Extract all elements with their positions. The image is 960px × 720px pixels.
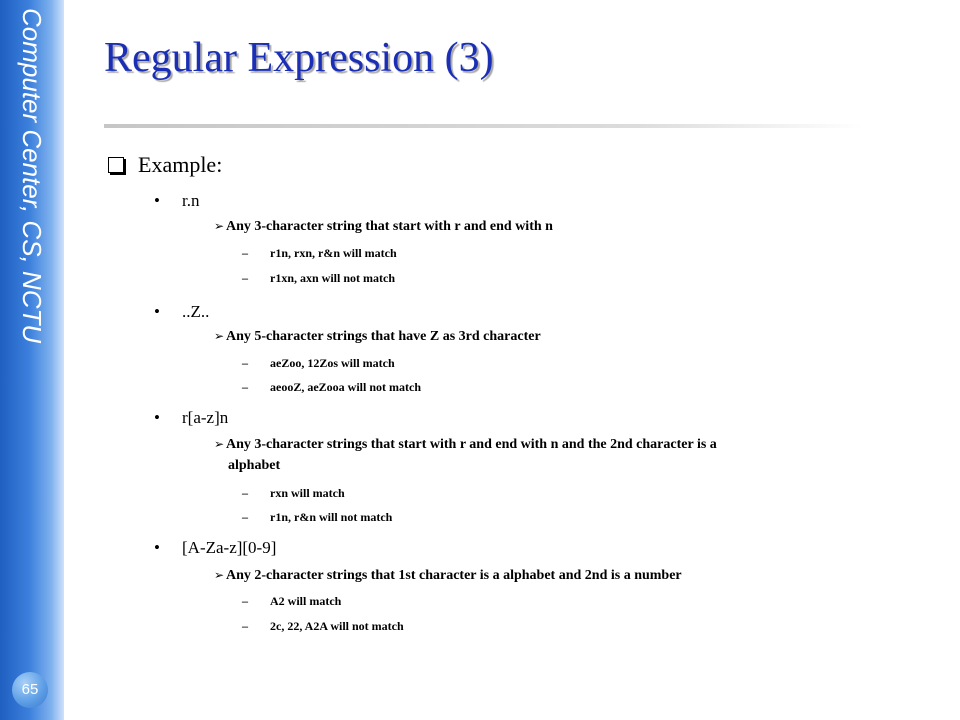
dash-bullet-icon: – [242, 486, 248, 500]
example-description-item [214, 329, 541, 345]
example-pattern: r.n [182, 191, 200, 210]
example-match: A2 will match [270, 594, 342, 608]
example-nomatch: r1xn, axn will not match [270, 271, 396, 285]
example-description-item [214, 219, 553, 235]
example-nomatch-item [242, 510, 392, 525]
section-heading [108, 152, 222, 178]
bullet-icon: • [154, 538, 160, 557]
example-match-item [242, 486, 345, 501]
dash-bullet-icon: – [242, 510, 248, 524]
example-pattern: r[a-z]n [182, 408, 229, 427]
dash-bullet-icon: – [242, 380, 248, 394]
page-number-badge: 65 [12, 672, 48, 708]
example-match: rxn will match [270, 486, 345, 500]
example-description: Any 2-character strings that 1st character is a alphabet and 2nd is a number [226, 568, 682, 583]
example-nomatch-item [242, 619, 404, 634]
example-nomatch-item [242, 380, 421, 395]
arrow-bullet-icon: ➢ [214, 329, 225, 343]
example-pattern-item [154, 538, 276, 558]
example-description: Any 5-character strings that have Z as 3rd character [226, 329, 541, 344]
arrow-bullet-icon: ➢ [214, 437, 225, 451]
section-label: Example: [138, 152, 223, 177]
bullet-icon: • [154, 191, 160, 210]
example-description-continuation: alphabet [228, 458, 281, 473]
example-description: Any 3-character strings that start with r and end with n and the 2nd character is a [226, 437, 717, 452]
example-pattern: [A-Za-z][0-9] [182, 538, 277, 557]
example-match: r1n, rxn, r&n will match [270, 246, 397, 260]
example-pattern: ..Z.. [182, 302, 210, 321]
dash-bullet-icon: – [242, 271, 248, 285]
dash-bullet-icon: – [242, 594, 248, 608]
bullet-icon: • [154, 302, 160, 321]
example-description-item [214, 437, 717, 453]
example-pattern-item [154, 408, 228, 428]
example-description-item [214, 568, 682, 584]
checkbox-bullet-icon [108, 157, 124, 173]
arrow-bullet-icon: ➢ [214, 568, 225, 582]
example-pattern-item [154, 302, 209, 322]
bullet-icon: • [154, 408, 160, 427]
example-match-item [242, 246, 397, 261]
example-match-item [242, 594, 341, 609]
example-nomatch-item [242, 271, 395, 286]
example-match: aeZoo, 12Zos will match [270, 356, 395, 370]
sidebar-organization-text: Computer Center, CS, NCTU [17, 8, 47, 344]
example-match-item [242, 356, 395, 371]
example-nomatch: r1n, r&n will not match [270, 510, 393, 524]
example-description: Any 3-character string that start with r and end with n [226, 219, 553, 234]
slide-title: Regular Expression (3) [104, 35, 494, 81]
example-pattern-item [154, 191, 199, 211]
dash-bullet-icon: – [242, 246, 248, 260]
arrow-bullet-icon: ➢ [214, 219, 225, 233]
dash-bullet-icon: – [242, 619, 248, 633]
dash-bullet-icon: – [242, 356, 248, 370]
example-nomatch: aeooZ, aeZooa will not match [270, 380, 421, 394]
example-nomatch: 2c, 22, A2A will not match [270, 619, 404, 633]
